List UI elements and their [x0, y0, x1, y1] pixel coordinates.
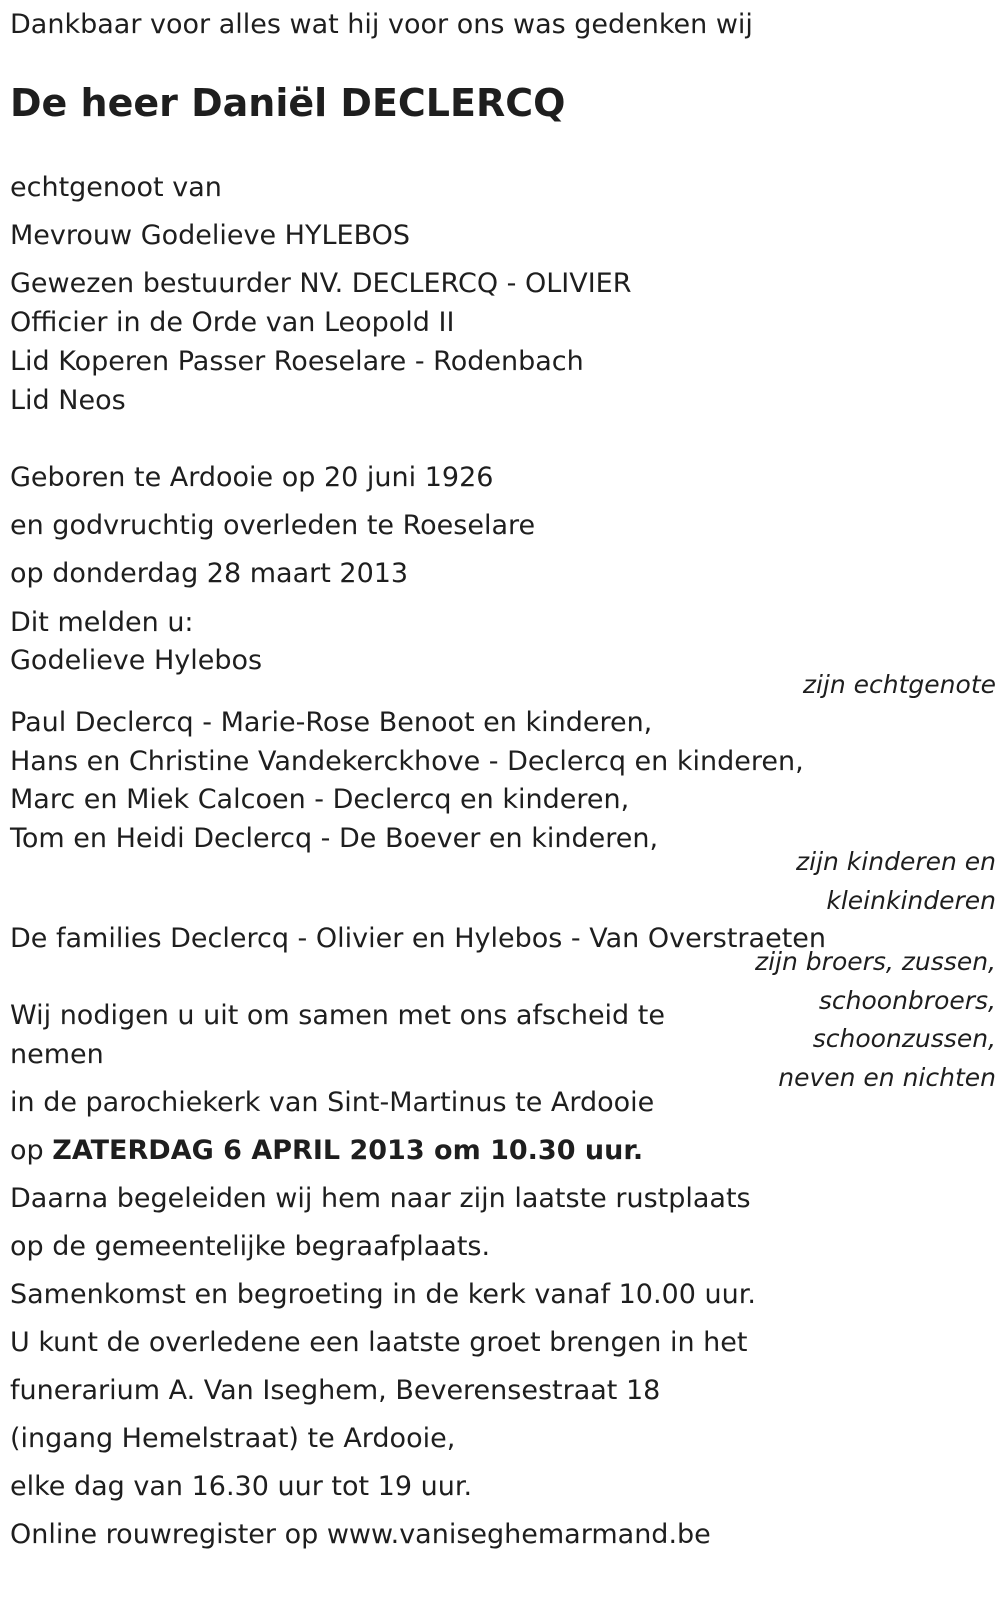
families-line: De families Declercq - Olivier en Hylebos - Van Overstraeten [10, 923, 826, 954]
service-date: ZATERDAG 6 APRIL 2013 om 10.30 uur. [52, 1135, 644, 1166]
widow-role: zijn echtgenote [802, 670, 996, 699]
gathering-line: Samenkomst en begroeting in de kerk vanaf 10.00 uur. [10, 1279, 756, 1310]
title-line: Lid Koperen Passer Roeselare - Rodenbach [10, 346, 584, 377]
child-line: Paul Declercq - Marie-Rose Benoot en kinderen, [10, 707, 653, 738]
invite-line: nemen [10, 1039, 104, 1070]
visit-line: funerarium A. Van Iseghem, Beverensestraat 18 [10, 1375, 661, 1406]
spouse-intro: echtgenoot van [10, 172, 222, 203]
invite-line: Wij nodigen u uit om samen met ons afscheid te [10, 1000, 665, 1031]
visit-line: (ingang Hemelstraat) te Ardooie, [10, 1423, 456, 1454]
deceased-name: De heer Daniël DECLERCQ [10, 81, 566, 125]
intro-line: Dankbaar voor alles wat hij voor ons was gedenken wij [10, 9, 753, 40]
child-line: Marc en Miek Calcoen - Declercq en kinderen, [10, 784, 630, 815]
death-place-line: en godvruchtig overleden te Roeselare [10, 510, 536, 541]
visit-line: elke dag van 16.30 uur tot 19 uur. [10, 1471, 473, 1502]
service-prefix: op [10, 1135, 44, 1166]
title-line: Lid Neos [10, 385, 126, 416]
families-role: schoonzussen, [812, 1024, 996, 1053]
burial-line: op de gemeentelijke begraafplaats. [10, 1231, 491, 1262]
burial-line: Daarna begeleiden wij hem naar zijn laatste rustplaats [10, 1183, 751, 1214]
title-line: Gewezen bestuurder NV. DECLERCQ - OLIVIER [10, 268, 632, 299]
children-role: zijn kinderen en [796, 847, 996, 876]
visit-line: U kunt de overledene een laatste groet brengen in het [10, 1327, 748, 1358]
widow-name: Godelieve Hylebos [10, 645, 263, 676]
families-role: zijn broers, zussen, [754, 947, 996, 976]
death-date-line: op donderdag 28 maart 2013 [10, 558, 409, 589]
children-role: kleinkinderen [826, 886, 996, 915]
spouse-name: Mevrouw Godelieve HYLEBOS [10, 220, 411, 251]
service-line [10, 1131, 643, 1171]
families-role: schoonbroers, [818, 986, 996, 1015]
families-role: neven en nichten [778, 1063, 996, 1092]
title-line: Officier in de Orde van Leopold II [10, 307, 455, 338]
announce-line: Dit melden u: [10, 607, 194, 638]
online-register-line: Online rouwregister op www.vaniseghemarmand.be [10, 1519, 711, 1550]
church-line: in de parochiekerk van Sint-Martinus te Ardooie [10, 1087, 655, 1118]
child-line: Hans en Christine Vandekerckhove - Declercq en kinderen, [10, 746, 804, 777]
child-line: Tom en Heidi Declercq - De Boever en kinderen, [10, 823, 659, 854]
birth-line: Geboren te Ardooie op 20 juni 1926 [10, 462, 494, 493]
